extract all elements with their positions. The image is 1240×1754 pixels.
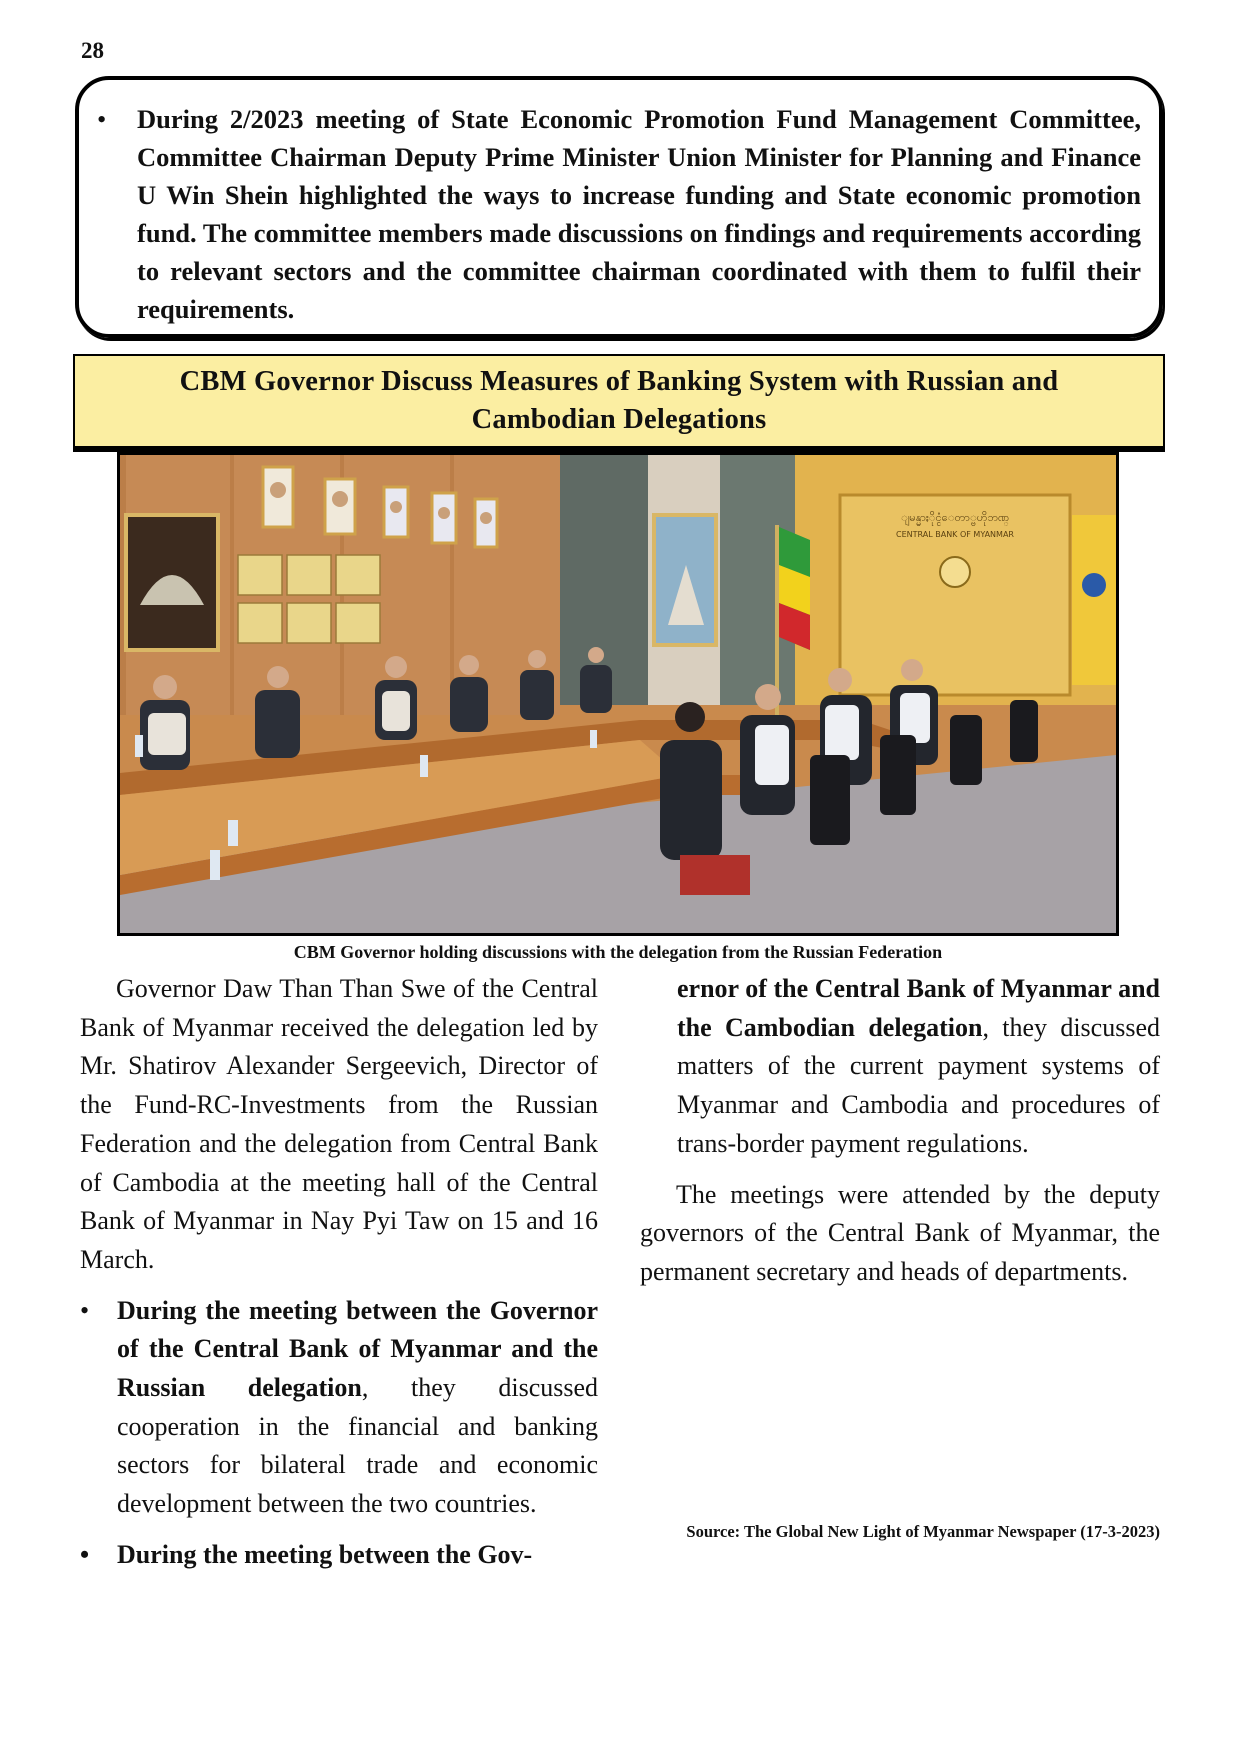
attendance-paragraph: The meetings were attended by the deputy governors of the Central Bank of Myanmar, the permanent secretary and heads of departments. — [640, 1179, 1160, 1286]
article-headline-bar — [73, 354, 1165, 448]
page-number: 28 — [81, 38, 104, 63]
photo-caption: CBM Governor holding discussions with the delegation from the Russian Federation — [293, 942, 943, 962]
russian-bullet-bold: During the meeting between the Governor of the Central Bank of Myanmar and the Russian delegation — [117, 1295, 598, 1403]
article-column-right — [640, 970, 1160, 1292]
meeting-photo — [117, 452, 1119, 936]
summary-list — [97, 100, 1141, 328]
cambodian-bullet-bold: ernor of the Central Bank of Myanmar and the Cambodian delegation — [677, 974, 1160, 1042]
russian-bullet-text: , they discussed cooperation in the financial and banking sectors for bilateral trade and economic development between the two countries. — [117, 1373, 599, 1519]
summary-box — [75, 76, 1163, 338]
cambodian-bullet-text: , they discussed matters of the current payment systems of Myanmar and Cambodia and procedures of trans-border payment regulations. — [677, 1012, 1160, 1158]
article-column-left — [80, 970, 598, 1575]
wall-sign-myanmar: ျမန္မာႏိုင္ငံေတာ္ဗဟိုဘဏ္ — [900, 511, 1010, 524]
intro-paragraph: Governor Daw Than Than Swe of the Central Bank of Myanmar received the delegation led by Mr. Shatirov Alexander Sergeevich, Director of the Fund-RC-Investments from the Russian Federation and the delegation from Central Bank of Cambodia at the meeting hall of the Central Bank of Myanmar in Nay Pyi Taw on 15 and 16 March. — [80, 974, 598, 1274]
article-headline — [180, 363, 1059, 439]
meeting-photo-illustration — [120, 455, 1116, 933]
discussion-bullets — [80, 1292, 598, 1575]
russian-delegation-bullet — [80, 1292, 598, 1524]
summary-bullet: • During 2/2023 meeting of State Economic Promotion Fund Management Committee, Committee Chairman Deputy Prime Minister Union Minister for Planning and Finance U Win Shein highlighted the ways to increase funding and State economic promotion fund. The committee members made discussions on findings and requirements according to relevant sectors and the committee chairman coordinated with them to fulfil their requirements. — [97, 100, 1141, 328]
cambodian-delegation-bullet-cont — [640, 970, 1160, 1164]
cambodian-delegation-bullet-start: • During the meeting between the Gov- — [80, 1536, 598, 1575]
headline-line-2: Cambodian Delegations — [471, 404, 767, 435]
headline-line-1: CBM Governor Discuss Measures of Banking System with Russian and — [179, 366, 1059, 397]
wall-sign-english: CENTRAL BANK OF MYANMAR — [896, 530, 1014, 539]
source-citation: Source: The Global New Light of Myanmar Newspaper (17-3-2023) — [686, 1522, 1160, 1541]
